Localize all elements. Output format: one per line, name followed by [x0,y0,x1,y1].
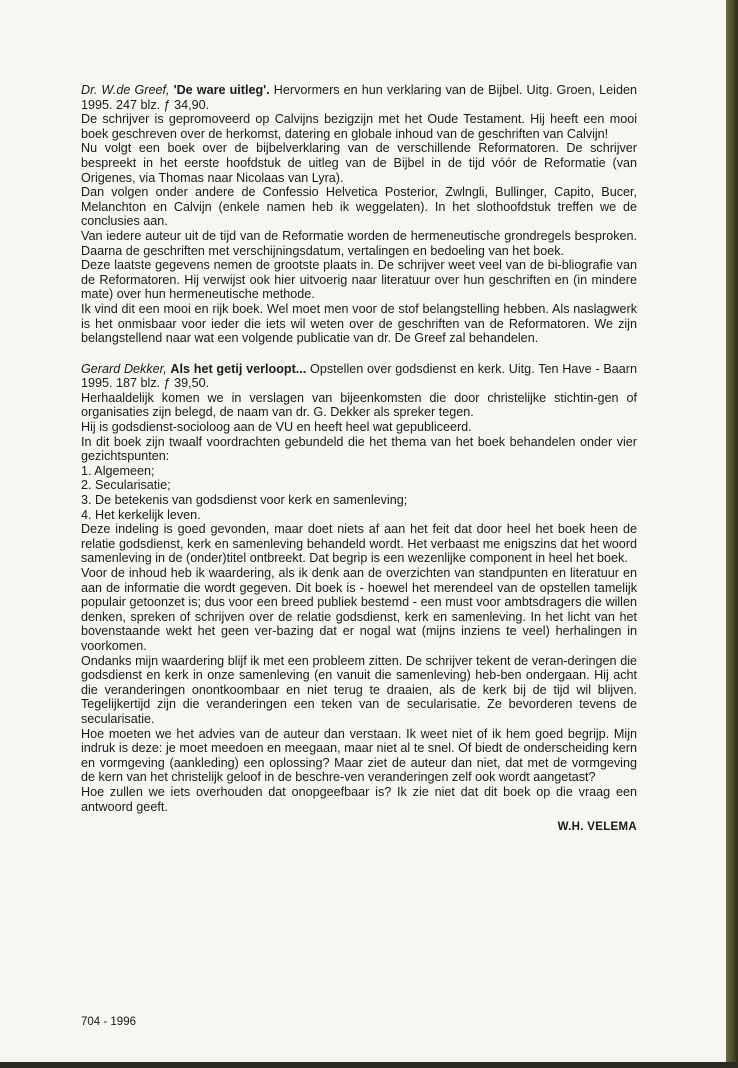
page-footer: 704 - 1996 [81,1016,136,1028]
paragraph: Voor de inhoud heb ik waardering, als ik denk aan de overzichten van standpunten en literatuur en aan de informatie die wordt gegeven. Dit boek is - hoewel het merendeel van de opstellen tamelijk populair getoonzet is; dus voor een breed publiek bestemd - een must voor ambtsdragers die willen denken, spreken of schrijven over de relatie godsdienst, kerk en samenleving. In het licht van het bovenstaande wekt het geen ver-bazing dat er nogal wat (mijns inziens te veel) herhalingen in voorkomen. [81,566,637,653]
list-item: 3. De betekenis van godsdienst voor kerk en samenleving; [81,493,408,508]
paragraph: Deze laatste gegevens nemen de grootste plaats in. De schrijver weet veel van de bi-bliografie van de Reformatoren. Hij verwijst ook hier uitvoerig naar literatuur over hun geschriften en (in mindere mate) over hun hermeneutische methode. [81,258,637,302]
review1-author: Dr. W.de Greef, [81,83,170,97]
review2-citation-rest: Opstellen over godsdienst en kerk. Uitg. Ten Have - Baarn 1995. 187 blz. ƒ 39,50. [81,361,638,391]
paragraph: Dan volgen onder andere de Confessio Helvetica Posterior, Zwlngli, Bullinger, Capito, Bucer, Melanchton en Calvijn (enkele namen heb ik weggelaten). In het slothoofdstuk treffen we de conclusies aan. [81,185,637,229]
list-item: 1. Algemeen; [81,463,155,478]
paragraph: Herhaaldelijk komen we in verslagen van bijeenkomsten die door christelijke stichtin-gen of organisaties zijn belegd, de naam van dr. G. Dekker als spreker tegen. [81,390,637,420]
list-item: 2. Secularisatie; [81,478,171,493]
scan-bottom-edge [0,1062,738,1068]
paragraph: Ik vind dit een mooi en rijk boek. Wel moet men voor de stof belangstelling hebben. Als naslagwerk is het onmisbaar voor ieder die iets wil weten over de geschriften van de Reformatoren. We zijn belangstellend naar wat een volgende publicatie van dr. De Greef zal behandelen. [81,301,637,346]
review-text-column [81,83,637,835]
review2-citation [81,362,637,391]
paragraph: Nu volgt een boek over de bijbelverklaring van de verschillende Reformatoren. De schrijver bespreekt in het eerste hoofdstuk de uitleg van de Bijbel in de tijd vóór de Reformatie (van Origenes, via Thomas naar Nicolaas van Lyra). [81,141,637,185]
review2-author: Gerard Dekker, [81,361,167,376]
paragraph: De schrijver is gepromoveerd op Calvijns bezigzijn met het Oude Testament. Hij heeft een mooi boek geschreven over de herkomst, datering en globale inhoud van de geschriften van Calvijn! [81,112,637,141]
review1-title: 'De ware uitleg'. [173,83,270,97]
paragraph: Hij is godsdienst-socioloog aan de VU en heeft heel wat gepubliceerd. [81,420,472,435]
paragraph: Ondanks mijn waardering blijf ik met een probleem zitten. De schrijver tekent de veran-deringen die godsdienst en kerk in onze samenleving (en vanuit die samenleving) heb-ben ondergaan. Hij acht die veranderingen onontkoombaar en niet terug te draaien, als de kerk bij de tijd wil blijven. Tegelijkertijd zijn die veranderingen een teken van de secularisatie. Ze bevorderen tevens de secularisatie. [81,653,637,726]
paragraph: In dit boek zijn twaalf voordrachten gebundeld die het thema van het boek behandelen onder vier gezichtspunten: [81,434,637,464]
review2-title: Als het getij verloopt... [170,361,307,376]
reviewer-signature: W.H. VELEMA [557,821,637,834]
section-divider-space [81,346,637,362]
review1-citation-rest: Hervormers en hun verklaring van de Bijbel. Uitg. Groen, Leiden 1995. 247 blz. ƒ 34,90. [81,83,637,112]
paragraph: Van iedere auteur uit de tijd van de Reformatie worden de hermeneutische grondregels besproken. Daarna de geschriften met verschijningsdatum, vertalingen en bedoeling van het boek. [81,228,637,258]
paragraph: Hoe zullen we iets overhouden dat onopgeefbaar is? Ik zie niet dat dit boek op die vraag een antwoord geeft. [81,784,637,814]
paragraph: Hoe moeten we het advies van de auteur dan verstaan. Ik weet niet of ik hem goed begrijp. Mijn indruk is deze: je moet meedoen en meegaan, maar niet al te snel. Of biedt de onderscheiding kern en vormgeving (aankleding) een oplossing? Maar ziet de auteur dan niet, dat met de vormgeving de kern van het christelijk geloof in de beschre-ven veranderingen zelf ook wordt aangetast? [81,726,637,785]
paragraph: Deze indeling is goed gevonden, maar doet niets af aan het feit dat door heel het boek heen de relatie godsdienst, kerk en samenleving behandeld wordt. Het verbaast me enigszins dat het woord samenleving in de (onder)titel ontbreekt. Dat begrip is een wezenlijke component in heel het boek. [81,522,637,566]
list-item: 4. Het kerkelijk leven. [81,507,201,522]
book-spine-edge [726,0,738,1068]
review1-citation [81,83,637,112]
